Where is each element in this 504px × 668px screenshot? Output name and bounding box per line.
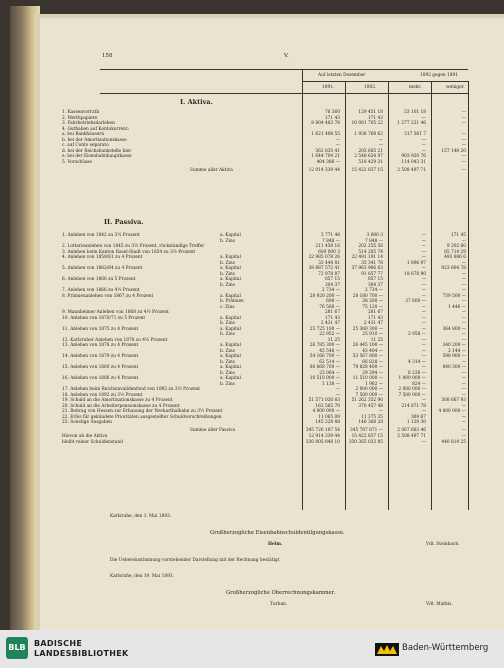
cell-sub: a. Kapital: [220, 233, 241, 238]
cell-weniger: —: [461, 332, 466, 337]
cell-v1892: 29 294 —: [362, 370, 383, 376]
cell-sub: a. Kapital: [220, 365, 241, 370]
cell-label: 1. Anlehen von 1842 zu 3½ Prozent: [62, 233, 140, 238]
cell-weniger: —: [461, 420, 466, 425]
cell-mehr: —: [421, 288, 426, 293]
cell-v1892: —: [378, 143, 383, 148]
cell-v1891: 72 978 87: [318, 271, 340, 277]
cell-sub: a. Kapital: [220, 326, 241, 332]
cell-v1892: 3 600 3: [366, 233, 383, 238]
cell-sub: a. Kapital: [220, 255, 241, 260]
cell-weniger: 739 500 —: [442, 293, 466, 299]
cell-v1891: 62 514 —: [319, 359, 340, 365]
cell-v1892: 51 262 352 90: [351, 398, 383, 403]
cell-weniger: —: [461, 137, 466, 143]
cell-mehr: 2 508 497 71: [397, 434, 426, 439]
cell-sub: a. Kapital: [220, 354, 241, 359]
cell-weniger: —: [461, 387, 466, 392]
table-row: [40, 168, 504, 173]
cell-label: 16. Anlehen von 1886 zu 4 Prozent: [62, 376, 139, 381]
cell-mehr: —: [421, 321, 426, 326]
cell-v1892: 35 341 78: [361, 260, 383, 266]
cell-mehr: —: [421, 310, 426, 315]
cell-mehr: 1 000 000 —: [398, 376, 426, 381]
cell-v1891: 10 510 000 —: [309, 376, 340, 381]
cell-label: 21. Beitrag von Hessen zur Erbauung der Neckarthalbahn zu 3½ Prozent: [62, 409, 223, 414]
cell-v1891: 26 785 300 —: [309, 343, 340, 348]
cell-v1891: 600 000 3: [318, 249, 340, 255]
cell-label: 5. Vorschüsse: [62, 159, 92, 165]
cell-label: 6. Anlehen von 1866 zu 5 Prozent: [62, 277, 136, 282]
cell-mehr: 2 958 —: [408, 332, 426, 337]
cell-weniger: —: [461, 282, 466, 288]
cell-label: 3. Anlehen beim Kanton Basel-Stadt von 1854 zu 3½ Prozent: [62, 249, 196, 255]
header-1891: 1891.: [322, 85, 335, 90]
cell-weniger: —: [461, 403, 466, 409]
header-mehr: mehr.: [409, 85, 422, 90]
cell-v1892: 53 567 800 —: [352, 354, 383, 359]
cell-sub: b. Zins: [220, 321, 235, 326]
cell-sub: b. Zins: [220, 359, 235, 365]
cell-label: 20. Schuld an die Arbeiterpensionskasse zu 4 Prozent: [62, 403, 180, 409]
cell-weniger: —: [461, 315, 466, 321]
cell-label: 18. Anlehen von 1892 zu 3½ Prozent: [62, 392, 143, 398]
cell-weniger: 157 148 20: [441, 148, 466, 154]
cell-v1891: 12 914 339 44: [308, 434, 340, 439]
cell-mehr: 309 67: [410, 414, 426, 420]
cell-mehr: —: [421, 143, 426, 148]
cell-v1891: 1 138 —: [322, 381, 340, 387]
cell-v1891: —: [335, 143, 340, 148]
cell-weniger: —: [461, 434, 466, 439]
cell-weniger: 340 200 —: [442, 343, 466, 348]
cell-label: 19. Schuld an die Amortisationskasse zu 4 Prozent: [62, 398, 173, 403]
cell-v1891: —: [335, 392, 340, 398]
cell-mehr: —: [421, 354, 426, 359]
cell-v1891: 857 15: [324, 277, 340, 282]
cell-label: Summe aller Passiva: [190, 427, 236, 433]
cell-mehr: —: [421, 315, 426, 321]
cell-weniger: —: [461, 110, 466, 115]
cell-weniger: —: [461, 121, 466, 126]
cell-mehr: —: [421, 409, 426, 414]
cell-v1891: 33 444 81: [318, 260, 340, 266]
cell-label: bleibt reiner Schuldenstand: [62, 439, 123, 445]
cell-sub: b. Zins: [220, 332, 235, 337]
cell-v1892: 66 828 —: [362, 359, 383, 365]
cell-v1891: 23 064 —: [319, 370, 340, 376]
cell-mehr: 7 500 000 —: [398, 392, 426, 398]
cell-weniger: —: [461, 359, 466, 365]
cell-weniger: —: [461, 277, 466, 282]
cell-v1892: 378 457 48: [358, 403, 383, 409]
cell-v1892: 2 431 47: [363, 321, 383, 326]
cell-v1892: 857 15: [367, 277, 383, 282]
cell-v1892: 202 255 56: [358, 244, 383, 249]
header-mid-rule: [302, 81, 468, 82]
cell-v1892: 171 43: [367, 115, 383, 121]
place-date-2: Karlsruhe, den 19. Mai 1893.: [110, 574, 174, 579]
place-date-1: Karlsruhe, den 1. Mai 1893.: [110, 514, 172, 519]
cell-v1891: 171 43: [324, 315, 340, 321]
cell-label: 2. Lotterieanlehen von 1845 zu 3½ Prozent, rückständige Treffer: [62, 244, 205, 249]
cell-mehr: 2 508 497 71: [397, 168, 426, 173]
cell-sub: a. Kapital: [220, 376, 241, 381]
cell-v1892: 25 360 300 —: [352, 326, 383, 332]
cell-v1891: 76 566 —: [319, 304, 340, 310]
cell-label: 12. Karlsruher Anlehen von 1878 zu 4½ Prozent: [62, 337, 168, 343]
cell-mehr: 824 —: [412, 381, 426, 387]
cell-v1891: 76 360: [324, 110, 340, 115]
library-name-line1: BADISCHE: [34, 639, 83, 648]
cell-v1891: 1 644 704 21: [311, 154, 340, 159]
cell-v1892: 28 180 700 —: [352, 293, 383, 299]
cell-v1892: 281 67: [367, 310, 383, 315]
cell-v1892: 1 938 769 62: [354, 132, 383, 137]
cell-v1892: 330 365 033 85: [348, 439, 383, 445]
cell-mehr: —: [421, 244, 426, 249]
cell-label: 9. Mannheimer Anlehen von 1868 zu 4½ Prozent: [62, 310, 169, 315]
cell-mehr: 2 067 683 46: [397, 427, 426, 433]
cell-v1891: 22 952 —: [319, 332, 340, 337]
section-passiva-title: II. Passiva.: [104, 218, 144, 226]
cell-weniger: —: [461, 376, 466, 381]
cell-v1891: 3 771 48: [320, 233, 340, 238]
cell-label: Summe aller Aktiva: [190, 168, 233, 173]
cell-weniger: —: [461, 115, 466, 121]
cell-mehr: 1 139 30: [406, 420, 426, 425]
cell-v1892: 129 451 18: [358, 110, 383, 115]
header-weniger: weniger.: [446, 85, 465, 90]
cell-v1891: 54 166 700 —: [309, 354, 340, 359]
cell-weniger: 493 886 6: [444, 255, 466, 260]
cell-label: 3. Fahrbetriebsdarlehen: [62, 121, 115, 126]
cell-label: b. bei der Amortisationskasse: [62, 137, 127, 143]
cell-mehr: 1 896 97: [406, 260, 426, 266]
cell-weniger: 923 604 78: [441, 266, 466, 271]
cell-v1892: 304 37: [367, 282, 383, 288]
cell-v1892: 15 422 837 15: [351, 434, 383, 439]
cell-v1891: 2 431 47: [320, 321, 340, 326]
cell-label: a. bei Bankhäusern: [62, 132, 105, 137]
cell-v1891: 22 985 078 26: [308, 255, 340, 260]
cell-weniger: —: [461, 271, 466, 277]
header-bottom-rule: [100, 93, 468, 94]
cell-mehr: —: [421, 348, 426, 354]
signature-right-2: Vdt. Mathis.: [426, 602, 453, 607]
cell-v1892: 75 120 —: [362, 304, 383, 310]
cell-mehr: —: [421, 439, 426, 445]
certification-text: Die Uebereinstimmung vorstehender Darstellung mit der Rechnung bestätigt: [110, 558, 280, 563]
blb-logo: BLB: [6, 637, 28, 659]
cell-label: e. bei der Eisenbahnhauptkasse: [62, 154, 132, 159]
cell-mehr: 214 871 78: [401, 403, 426, 409]
page-number: 158: [102, 53, 113, 59]
cell-v1892: 15 422 837 15: [351, 168, 383, 173]
cell-weniger: —: [461, 143, 466, 148]
cell-label: 17. Anlehen beim Reichsinvalidenfond von 1892 zu 3½ Prozent: [62, 387, 201, 392]
cell-sub: b. Zins: [220, 370, 235, 376]
cell-weniger: —: [461, 392, 466, 398]
cell-v1892: 37 963 966 63: [351, 266, 383, 271]
cell-weniger: —: [461, 238, 466, 244]
cell-v1891: 80 668 700 —: [309, 365, 340, 370]
cell-mehr: —: [421, 266, 426, 271]
cell-sub: b. Zins: [220, 381, 235, 387]
cell-weniger: 4 000 000 —: [438, 409, 466, 414]
cell-mehr: —: [421, 343, 426, 348]
cell-mehr: —: [421, 137, 426, 143]
cell-v1891: 330 805 848 10: [305, 439, 340, 445]
cell-v1891: 362 835 41: [315, 148, 340, 154]
cell-mehr: 37 600 —: [405, 299, 426, 304]
cell-weniger: 171 45: [450, 233, 466, 238]
cell-v1891: 145 228 88: [315, 420, 340, 425]
cell-mehr: 53 101 18: [404, 110, 426, 115]
cell-label: 8. Prämienanlehen von 1867 zu 4 Prozent: [62, 293, 154, 299]
cell-mehr: 903 920 76: [401, 154, 426, 159]
cell-weniger: 85 714 29: [444, 249, 466, 255]
cell-weniger: —: [461, 321, 466, 326]
cell-v1892: 2 548 624 97: [354, 154, 383, 159]
cell-weniger: —: [461, 168, 466, 173]
cell-weniger: —: [461, 159, 466, 165]
cell-v1891: 11 065 09: [318, 414, 340, 420]
cell-sub: b. Zins: [220, 238, 235, 244]
office-1: Großherzogliche Eisenbahnschuldentilgungskasse.: [210, 530, 345, 536]
cell-v1891: —: [335, 387, 340, 392]
cell-mehr: —: [421, 326, 426, 332]
cell-v1891: 2 734 —: [322, 288, 340, 293]
cell-weniger: 9 202 60: [446, 244, 466, 249]
cell-mehr: 114 043 31: [401, 159, 426, 165]
cell-mehr: —: [421, 255, 426, 260]
cell-v1892: 205 685 21: [358, 148, 383, 154]
cell-mehr: —: [421, 365, 426, 370]
cell-sub: a. Kapital: [220, 293, 241, 299]
table-row: [40, 420, 504, 425]
cell-mehr: —: [421, 282, 426, 288]
cell-v1892: 1 962 —: [365, 381, 383, 387]
cell-label: 15. Anlehen von 1880 zu 4 Prozent: [62, 365, 139, 370]
table-row: [40, 428, 504, 433]
cell-weniger: 440 814 25: [441, 439, 466, 445]
signature-right-1: Vdt. Steinbach.: [426, 542, 460, 547]
cell-v1892: 25 910 —: [362, 332, 383, 337]
cell-weniger: —: [461, 132, 466, 137]
cell-v1891: 171 43: [324, 115, 340, 121]
cell-v1891: 38 887 572 41: [308, 266, 340, 271]
cell-v1892: 2 000 000 —: [355, 387, 383, 392]
cell-mehr: 4 314 —: [408, 359, 426, 365]
cell-mehr: 6 230 —: [408, 370, 426, 376]
cell-label: 14. Anlehen von 1879 zu 4 Prozent: [62, 354, 139, 359]
cell-label: d. bei der Reichsbankstelle hier: [62, 148, 132, 154]
cell-mehr: —: [421, 293, 426, 299]
cell-label: 2. Werthpapiere: [62, 115, 98, 121]
cell-mehr: —: [421, 238, 426, 244]
cell-label: 10. Anlehen von 1870/71 zu 5 Prozent: [62, 315, 146, 321]
cell-weniger: 2 144 —: [448, 348, 466, 354]
cell-v1892: 146 368 28: [358, 420, 383, 425]
cell-mehr: 2 000 000 —: [398, 387, 426, 392]
table-top-rule: [100, 69, 468, 70]
cell-sub: a. Kapital: [220, 277, 241, 282]
table-row: [40, 440, 504, 445]
cell-mehr: —: [421, 249, 426, 255]
cell-v1891: 4 000 000 —: [312, 409, 340, 414]
cell-weniger: —: [461, 310, 466, 315]
cell-weniger: 308 667 93: [441, 398, 466, 403]
cell-weniger: —: [461, 299, 466, 304]
cell-v1891: 1 621 408 55: [311, 132, 340, 137]
cell-weniger: —: [461, 414, 466, 420]
cell-v1892: 79 828 400 —: [352, 365, 383, 370]
cell-label: 23. Sonstige Ausgaben: [62, 420, 112, 425]
cell-label: 1. Kassenvorrath: [62, 110, 100, 115]
header-1892: 1892.: [364, 85, 377, 90]
cell-v1891: 51 571 026 83: [308, 398, 340, 403]
cell-v1892: 514 285 74: [358, 249, 383, 255]
cell-v1892: —: [378, 409, 383, 414]
cell-v1891: 404 386 —: [316, 159, 340, 165]
cell-weniger: —: [461, 427, 466, 433]
section-aktiva-title: I. Aktiva.: [180, 98, 213, 106]
cell-v1892: 518 429 31: [358, 159, 383, 165]
cell-v1891: 11 25: [327, 337, 340, 343]
cell-v1891: —: [335, 137, 340, 143]
cell-label: c. auf Conto separato: [62, 143, 109, 148]
cell-v1892: —: [378, 137, 383, 143]
library-footer: [0, 630, 504, 668]
cell-v1891: 45 548 —: [319, 348, 340, 354]
cell-sub: b. Zins: [220, 260, 235, 266]
cell-v1892: 22 491 191 14: [351, 255, 383, 260]
cell-label: 4. Anlehen von 1859/61 zu 4 Prozent: [62, 255, 143, 260]
cell-label: Hievon ab die Aktiva: [62, 434, 108, 439]
cell-v1892: 11 375 35: [361, 414, 383, 420]
header-group-left: Auf letzten Dezember: [318, 73, 366, 78]
cell-v1892: 7 848 —: [365, 238, 383, 244]
cell-v1892: 345 787 871 —: [350, 427, 383, 433]
chapter-mark: V.: [284, 53, 289, 59]
cell-sub: b. Prämien: [220, 299, 244, 304]
cell-label: 13. Anlehen von 1878 zu 4 Prozent: [62, 343, 139, 348]
cell-mehr: 1 277 221 46: [397, 121, 426, 126]
cell-sub: c. Zins: [220, 304, 235, 310]
cell-v1891: 163 565 70: [315, 403, 340, 409]
cell-label: 11. Anlehen von 1875 zu 4 Prozent: [62, 326, 139, 332]
document-page: [40, 18, 504, 630]
office-2: Großherzogliche Oberrechnungskammer.: [226, 590, 336, 596]
library-name-line2: LANDESBIBLIOTHEK: [34, 649, 129, 658]
cell-sub: a. Kapital: [220, 343, 241, 348]
cell-mehr: —: [421, 398, 426, 403]
cell-v1891: 281 67: [324, 310, 340, 315]
bw-emblem-icon: [374, 640, 400, 658]
header-group-right: 1892 gegen 1891: [420, 73, 458, 78]
cell-weniger: —: [461, 370, 466, 376]
cell-weniger: 598 900 —: [442, 354, 466, 359]
cell-weniger: —: [461, 288, 466, 293]
cell-v1892: 171 43: [367, 315, 383, 321]
cell-sub: b. Zins: [220, 282, 235, 288]
cell-weniger: 1 446 —: [448, 304, 466, 310]
cell-v1892: 7 500 000 —: [355, 392, 383, 398]
signature-left-2: Turban.: [270, 602, 288, 607]
cell-sub: b. Zins: [220, 348, 235, 354]
cell-weniger: —: [461, 337, 466, 343]
cell-label: 22. Erlös für gekündete Prioritäten ausgestellter Schuldverschreibungen: [62, 414, 222, 420]
cell-mehr: 18 678 90: [404, 271, 426, 277]
cell-v1892: 10 081 705 22: [351, 121, 383, 126]
cell-mehr: —: [421, 304, 426, 310]
cell-v1892: 11 25: [370, 337, 383, 343]
cell-v1891: 345 720 187 54: [305, 427, 340, 433]
cell-v1892: 43 404 —: [362, 348, 383, 354]
cell-v1891: 12 914 339 44: [308, 168, 340, 173]
cell-v1892: 91 657 77: [361, 271, 383, 277]
cell-label: 4. Guthaben auf Kontokorrent:: [62, 126, 129, 132]
cell-weniger: —: [461, 260, 466, 266]
cell-mehr: —: [421, 233, 426, 238]
cell-v1891: 8 804 483 76: [311, 121, 340, 126]
cell-label: 7. Anlehen von 1866 zu 4½ Prozent: [62, 288, 140, 293]
cell-v1892: 11 510 000 —: [352, 376, 383, 381]
signature-left-1: Helm.: [268, 542, 283, 547]
cell-v1891: 600 —: [326, 299, 340, 304]
cell-v1891: 25 725 100 —: [309, 326, 340, 332]
cell-mehr: —: [421, 115, 426, 121]
cell-v1891: 28 920 200 —: [309, 293, 340, 299]
cell-weniger: 840 300 —: [442, 365, 466, 370]
cell-label: 5. Anlehen von 1862/64 zu 4 Prozent: [62, 266, 143, 271]
cell-sub: a. Kapital: [220, 315, 241, 321]
cell-weniger: 364 800 —: [442, 326, 466, 332]
cell-mehr: —: [421, 277, 426, 282]
cell-mehr: —: [421, 148, 426, 154]
cell-mehr: —: [421, 337, 426, 343]
cell-sub: b. Zins: [220, 271, 235, 277]
cell-sub: a. Kapital: [220, 266, 241, 271]
table-row: [40, 160, 504, 165]
cell-v1892: 38 200 —: [362, 299, 383, 304]
cell-v1891: 304 37: [324, 282, 340, 288]
state-brand-text: Baden-Württemberg: [402, 643, 489, 653]
cell-v1892: 26 445 100 —: [352, 343, 383, 348]
cell-v1891: 7 848 —: [322, 238, 340, 244]
cell-mehr: 317 361 7: [404, 132, 426, 137]
cell-weniger: —: [461, 381, 466, 387]
cell-weniger: —: [461, 154, 466, 159]
cell-v1892: 2 734 —: [365, 288, 383, 293]
cell-v1891: 211 458 16: [315, 244, 340, 249]
